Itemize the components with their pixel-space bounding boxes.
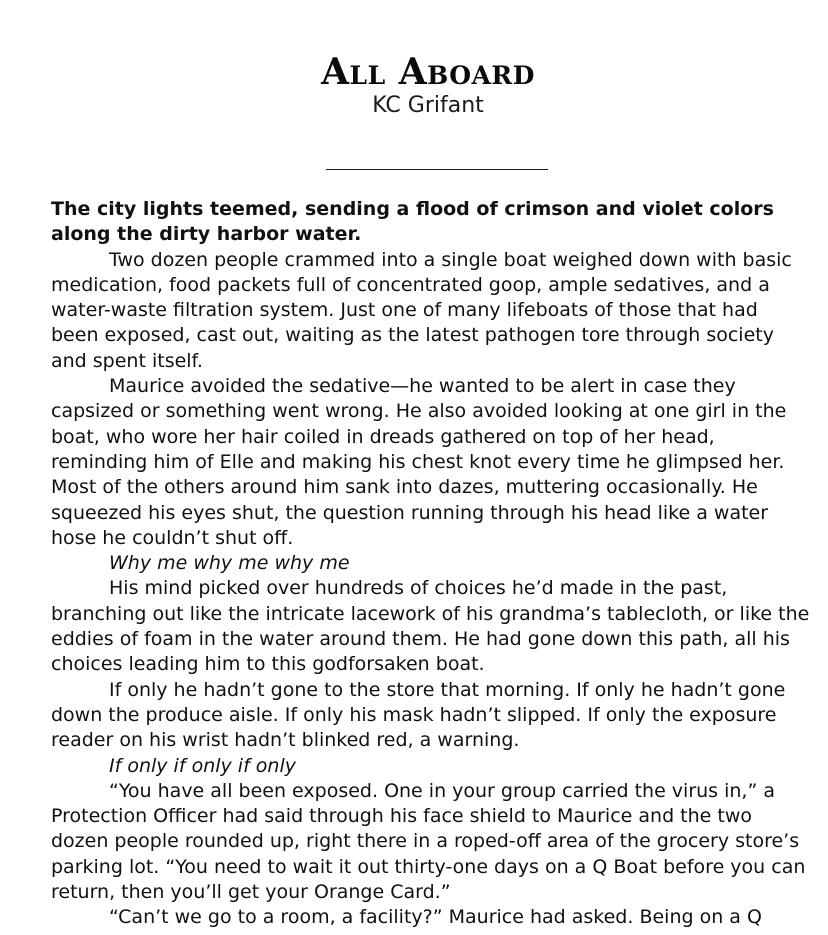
story-thought: If only if only if only xyxy=(109,754,296,777)
story-paragraph: If only he hadn’t gone to the store that morning. If only he hadn’t gone down the produce aisle. If only his mask hadn’t slipped. If only the exposure reader on his wrist hadn’t blinked red, a warning. xyxy=(51,678,786,752)
story-paragraph-lead: The city lights teemed, sending a flood of crimson and violet colors along the dirty harbor water. xyxy=(51,198,774,246)
story-paragraph: His mind picked over hundreds of choices he’d made in the past, branching out like the intricate lacework of his grandma’s tablecloth, or like the eddies of foam in the water around them. He had gone down this path, all his choices leading him to this godforsaken boat. xyxy=(51,577,810,676)
story-paragraph: Two dozen people crammed into a single boat weighed down with basic medication, food packets full of concentrated goop, ample sedatives, and a water-waste filtration system. Just one of many lifeboats of those that had been exposed, cast out, waiting as the latest pathogen tore through society and spent itself. xyxy=(51,248,792,372)
story-thought: Why me why me why me xyxy=(109,552,350,575)
story-paragraph: “You have all been exposed. One in your group carried the virus in,” a Protection Officer had said through his face shield to Maurice and the two dozen people rounded up, right there in a roped-off area of the grocery store’s parking lot. “You need to wait it out thirty-one days on a Q Boat before you can return, then you’ll get your Orange Card.” xyxy=(51,779,806,904)
story-paragraph: “Can’t we go to a room, a facility?” Maurice had asked. Being on a Q xyxy=(109,906,762,929)
story-title: All Aboard xyxy=(321,51,535,93)
story-paragraph: Maurice avoided the sedative—he wanted to be alert in case they capsized or something went wrong. He also avoided looking at one girl in the boat, who wore her hair coiled in dreads gathered on top of her head, reminding him of Elle and making his chest knot every time he glimpsed her. Most of the others around him sank into dazes, muttering occasionally. He squeezed his eyes shut, the question running through his head like a water hose he couldn’t shut off. xyxy=(51,375,787,549)
story-author: KC Grifant xyxy=(372,93,484,118)
title-block xyxy=(0,50,828,118)
title-divider xyxy=(326,169,548,170)
story-body xyxy=(51,197,811,931)
